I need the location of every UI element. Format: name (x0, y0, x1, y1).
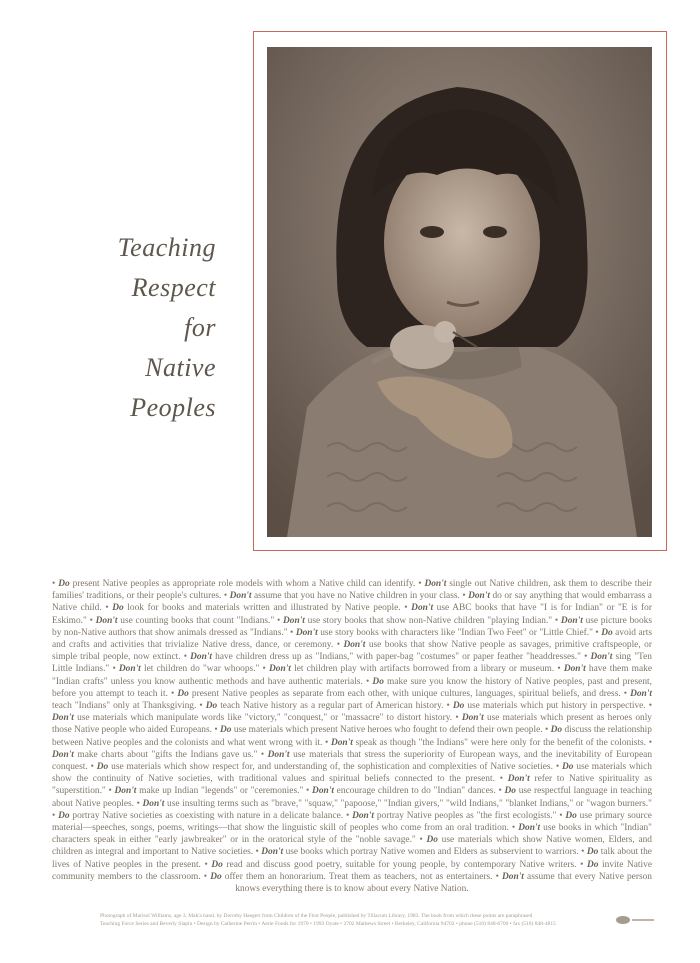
guideline-label: Do (58, 810, 70, 821)
bullet-separator: • (648, 737, 652, 748)
bullet-separator: • (52, 579, 59, 589)
guideline-text: assume that you have no Native children in your class. (251, 591, 463, 602)
guideline-text: use story books with characters like "Indian Two Feet" or "Little Chief." (317, 627, 596, 638)
guideline-text: use books which portray Native women and Elders as subservient to warriors. (283, 847, 582, 858)
guideline-text: use materials which manipulate words like "victory," "conquest," or "massacre" to distort history. (73, 713, 456, 724)
title-line: Native (145, 353, 216, 382)
credits-line-2: Teaching Force Series and Beverly Slapin • Design by Catherine Perrin • Aerie Foods for 1970 • 1993 Oyate • 2702 Mathews Street • Berkeley, California 94702 • phone (510) 848-6700 • fax (510) 848-4815 (100, 921, 556, 927)
bullet-separator: • (260, 749, 268, 760)
title-line: for (184, 313, 216, 342)
guideline-text: let children do "war whoops." (140, 664, 263, 675)
guideline-label: Do (177, 688, 189, 699)
guideline-text: make up Indian "legends" or "ceremonies." (136, 786, 307, 797)
bullet-separator: • (554, 615, 561, 626)
guideline-label: Do (565, 810, 577, 821)
guideline-label: Do (426, 835, 438, 846)
guideline-label: Don't (518, 823, 541, 834)
guideline-label: Don't (560, 615, 583, 626)
credits (100, 912, 620, 928)
bullet-separator: • (499, 774, 508, 785)
guideline-label: Don't (283, 615, 305, 626)
bullet-separator: • (204, 859, 212, 870)
bullet-separator: • (555, 762, 563, 773)
guideline-text: refer to Native spirituality as "superstition." (52, 774, 652, 797)
guideline-text: use story books that show non-Native children "playing Indian." (304, 615, 555, 626)
bullet-separator: • (276, 615, 284, 626)
title-line: Respect (131, 273, 216, 302)
guideline-text: present Native peoples as separate from each other, with unique cultures, languages, spiritual beliefs, and dress. (188, 688, 624, 699)
guideline-text: use books in which "Indian" characters speak in either "early jawbreaker" or in the oratorical style of the "noble savage." (52, 823, 653, 846)
bullet-separator: • (199, 701, 206, 712)
guideline-text: make charts about "gifts the Indians gave us." (73, 749, 261, 760)
guideline-label: Don't (343, 640, 366, 651)
guideline-text: read and discuss good poetry, suitable for young people, by contemporary Native writers. (222, 859, 581, 870)
guideline-text: use respectful language in teaching about Native peoples. (52, 786, 653, 809)
guideline-label: Do (210, 871, 222, 882)
guideline-label: Don't (330, 737, 353, 748)
guideline-text: offer them an honorarium. Treat them as teachers, not as entertainers. (221, 871, 496, 882)
bullet-separator: • (365, 676, 373, 687)
guideline-label: Don't (630, 688, 652, 699)
guideline-label: Don't (114, 786, 137, 797)
bullet-separator: • (495, 871, 503, 882)
guideline-text: use counting books that count "Indians." (117, 615, 277, 626)
bullet-separator: • (345, 810, 353, 821)
guideline-text: portray Native peoples as "the first ecologists." (373, 810, 560, 821)
guideline-label: Do (504, 786, 516, 797)
guideline-label: Do (219, 725, 232, 736)
bullet-separator: • (136, 798, 143, 809)
bullet-separator: • (462, 591, 469, 602)
bullet-separator: • (183, 652, 191, 663)
poster-title (98, 228, 216, 428)
bullet-separator: • (418, 579, 425, 589)
guideline-text: teach Native history as a regular part of American history. (217, 701, 447, 712)
bullet-separator: • (52, 810, 59, 821)
guideline-text: sing "Ten Little Indians." (52, 652, 652, 675)
guideline-label: Don't (502, 871, 524, 882)
guideline-label: Don't (590, 652, 613, 663)
bullet-separator: • (511, 823, 519, 834)
guideline-text: use insulting terms such as "brave," "squaw," "papoose," "Indian givers," "wild Indians," "blanket Indians," or "wagon burners." (164, 798, 652, 809)
guideline-text: use materials which show the continuity of Native societies, with traditional values and spiritual beliefs connected to the present. (52, 762, 652, 785)
guideline-text: let children play with artifacts borrowed from a library or museum. (290, 664, 558, 675)
guideline-text: use materials which show Native women, Elders, and children as integral and important to Native societies. (52, 835, 652, 858)
bullet-separator: • (255, 847, 262, 858)
photo-frame (253, 31, 667, 551)
bullet-separator: • (557, 664, 564, 675)
title-line: Peoples (130, 393, 216, 422)
bullet-separator: • (223, 591, 230, 602)
guideline-text: assume that every Native person knows everything there is to know about every Native Nation. (235, 871, 652, 895)
guideline-text: use materials which show respect for, and understanding of, the sophistication and complexities of Native societies. (108, 762, 556, 773)
bullet-separator: • (584, 652, 591, 663)
guideline-label: Do (112, 603, 124, 614)
guideline-text: use books that show Native people as savages, primitive craftspeople, or simple tribal people, now extinct. (52, 640, 652, 663)
guideline-text: single out Native children, ask them to describe their families' traditions, or their people's cultures. (52, 579, 652, 602)
guideline-text: use materials which present Native heroes who fought to defend their own people. (231, 725, 545, 736)
guideline-label: Don't (563, 664, 586, 675)
guideline-text: have children dress up as "Indians," with paper-bag "costumes" or paper feather "headdresses." (212, 652, 585, 663)
guideline-label: Do (586, 859, 599, 870)
guideline-label: Do (372, 676, 384, 687)
guideline-label: Don't (269, 664, 291, 675)
bullet-separator: • (214, 725, 220, 736)
credits-line-1: Photograph of Marisol Williams, age 3, Mak'a band, by Dorothy Haegert from Children of the First People, published by Tillacum Library, 1983. The book from which these points are paraphrased (100, 913, 533, 919)
bullet-separator: • (290, 627, 296, 638)
bullet-separator: • (648, 701, 652, 712)
guideline-label: Don't (461, 713, 484, 724)
bullet-separator: • (623, 688, 631, 699)
guideline-label: Do (211, 859, 223, 870)
guideline-label: Don't (52, 749, 74, 760)
bullet-separator: • (580, 859, 587, 870)
guideline-label: Do (601, 627, 613, 638)
bullet-separator: • (325, 737, 331, 748)
guideline-text: make sure you know the history of Native peoples, past and present, before you attempt to teach it. (52, 676, 652, 699)
bullet-separator: • (498, 786, 505, 797)
bullet-separator: • (171, 688, 178, 699)
guideline-label: Do (452, 701, 465, 712)
guideline-label: Don't (411, 603, 434, 614)
bullet-separator: • (544, 725, 551, 736)
guideline-label: Don't (118, 664, 141, 675)
guideline-text: talk about the lives of Native peoples in the present. (52, 847, 652, 870)
bullet-separator: • (203, 871, 211, 882)
guideline-label: Do (58, 579, 70, 589)
bullet-separator: • (90, 762, 97, 773)
guideline-label: Don't (507, 774, 530, 785)
guideline-text: use primary source material—speeches, songs, poems, writings—that show the linguistic skill of peoples who come from an oral tradition. (52, 810, 652, 834)
guideline-label: Don't (142, 798, 165, 809)
child-photo (267, 47, 652, 537)
guideline-label: Do (205, 701, 218, 712)
guideline-text: encourage children to do "Indian" dances. (333, 786, 499, 797)
bullet-separator: • (112, 664, 119, 675)
guideline-text: teach "Indians" only at Thanksgiving. (52, 701, 200, 712)
guideline-text: use materials which present as heroes only those Native people who aided Europeans. (52, 713, 652, 736)
guideline-text: present Native peoples as appropriate role models with whom a Native child can identify. (69, 579, 419, 589)
bullet-separator: • (105, 603, 113, 614)
guideline-label: Do (586, 847, 599, 858)
guideline-label: Don't (52, 713, 74, 724)
bullet-separator: • (262, 664, 270, 675)
publisher-logo-icon (615, 915, 655, 925)
bullet-separator: • (446, 701, 453, 712)
bullet-separator: • (595, 627, 602, 638)
bullet-separator: • (89, 615, 96, 626)
guideline-text: do or say anything that would embarrass a Native child. (52, 591, 652, 614)
guideline-label: Don't (261, 847, 284, 858)
guideline-text: use ABC books that have "I is for Indian" or "E is for Eskimo." (52, 603, 652, 626)
guideline-label: Do (96, 762, 109, 773)
guideline-label: Don't (229, 591, 252, 602)
title-line: Teaching (117, 233, 216, 262)
bullet-separator: • (581, 847, 587, 858)
bullet-separator: • (108, 786, 115, 797)
guideline-label: Do (562, 762, 574, 773)
guideline-text: speak as though "the Indians" were here only for the benefit of the colonists. (352, 737, 649, 748)
guideline-label: Don't (190, 652, 213, 663)
guideline-label: Don't (424, 579, 447, 589)
teaching-guidelines-text (52, 578, 652, 895)
guideline-label: Don't (312, 786, 334, 797)
guideline-text: look for books and materials written and illustrated by Native people. (123, 603, 405, 614)
guideline-text: use picture books by non-Native authors that show animals dressed as "Indians." (52, 615, 652, 638)
bullet-separator: • (559, 810, 566, 821)
bullet-separator: • (455, 713, 462, 724)
guideline-label: Don't (267, 749, 290, 760)
guideline-label: Don't (468, 591, 490, 602)
bullet-separator: • (419, 835, 427, 846)
guideline-label: Don't (295, 627, 318, 638)
guideline-text: use materials that stress the superiority of European ways, and the inevitability of European conquest. (52, 749, 653, 773)
bullet-separator: • (404, 603, 412, 614)
guideline-text: invite Native community members to the classroom. (52, 859, 652, 882)
guideline-text: use materials which put history in perspective. (464, 701, 649, 712)
bullet-separator: • (306, 786, 313, 797)
guideline-text: have them make "Indian crafts" unless you know authentic methods and have authentic materials. (52, 664, 652, 687)
guideline-label: Don't (352, 810, 374, 821)
child-with-bird-illustration (267, 47, 652, 537)
guideline-label: Don't (95, 615, 118, 626)
bullet-separator: • (336, 640, 344, 651)
guideline-text: discuss the relationship between Native peoples and the colonists and what went wrong with it. (52, 725, 652, 748)
guideline-text: avoid arts and crafts and activities that trivialize Native dress, dance, or ceremony. (52, 627, 653, 651)
guideline-label: Do (550, 725, 563, 736)
guideline-text: portray Native societies as coexisting with nature in a delicate balance. (69, 810, 346, 821)
